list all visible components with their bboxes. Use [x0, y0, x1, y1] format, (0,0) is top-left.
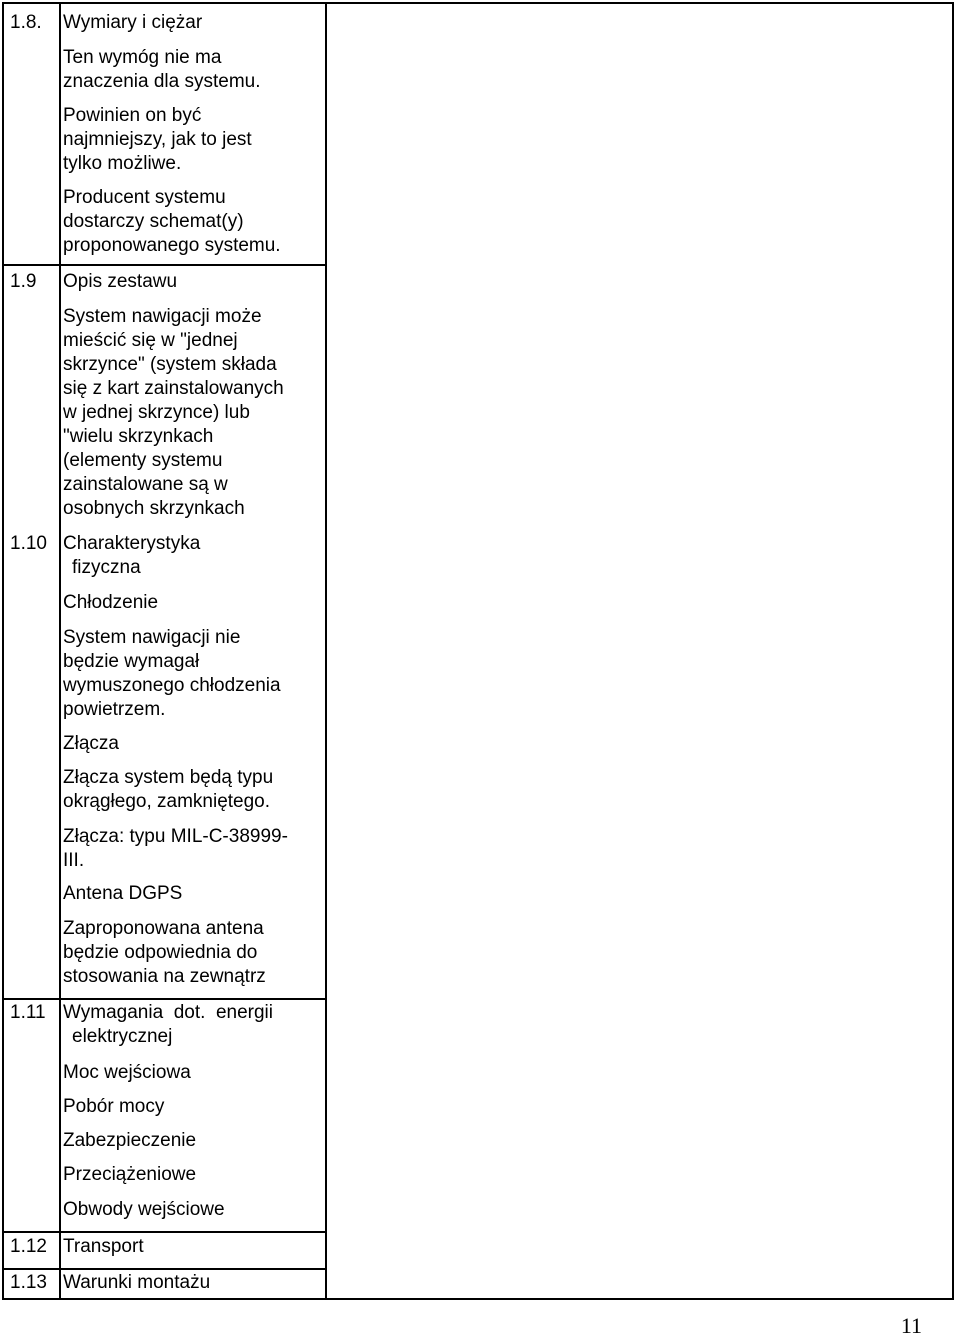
section-title: Wymagania dot. energii: [63, 1002, 273, 1023]
column-divider-description: [325, 4, 327, 1298]
row-divider: [4, 264, 325, 266]
section-number: 1.12: [10, 1236, 47, 1257]
text-line: tylko możliwe.: [63, 153, 182, 174]
text-line: System nawigacji może: [63, 306, 262, 327]
section-number: 1.11: [10, 1002, 46, 1023]
text-line: wymuszonego chłodzenia: [63, 675, 281, 696]
text-line: będzie odpowiednia do: [63, 942, 258, 963]
list-item: Obwody wejściowe: [63, 1199, 225, 1220]
text-line: osobnych skrzynkach: [63, 498, 245, 519]
text-line: Powinien on być: [63, 105, 202, 126]
text-line: się z kart zainstalowanych: [63, 378, 284, 399]
section-number: 1.13: [10, 1272, 47, 1293]
section-title: Wymiary i ciężar: [63, 12, 203, 33]
text-line: Złącza: typu MIL-C-38999-: [63, 826, 288, 847]
text-line: w jednej skrzynce) lub: [63, 402, 250, 423]
text-line: Ten wymóg nie ma: [63, 47, 222, 68]
row-divider: [4, 998, 325, 1000]
section-title: Warunki montażu: [63, 1272, 211, 1293]
text-line: System nawigacji nie: [63, 627, 241, 648]
text-line: Złącza system będą typu: [63, 767, 274, 788]
page-number: 11: [900, 1313, 922, 1338]
section-title: elektrycznej: [72, 1026, 173, 1047]
text-line: zainstalowane są w: [63, 474, 228, 495]
section-title: Charakterystyka: [63, 533, 201, 554]
text-line: będzie wymagał: [63, 651, 200, 672]
text-line: skrzynce" (system składa: [63, 354, 277, 375]
text-line: powietrzem.: [63, 699, 166, 720]
text-line: okrągłego, zamkniętego.: [63, 791, 271, 812]
row-divider: [4, 1231, 325, 1233]
section-title: Transport: [63, 1236, 144, 1257]
text-line: (elementy systemu: [63, 450, 223, 471]
text-line: Producent systemu: [63, 187, 226, 208]
text-line: stosowania na zewnątrz: [63, 966, 266, 987]
subsection-heading: Złącza: [63, 733, 119, 754]
list-item: Przeciążeniowe: [63, 1164, 197, 1185]
column-divider-number: [59, 4, 61, 1298]
subsection-heading: Chłodzenie: [63, 592, 159, 613]
subsection-heading: Antena DGPS: [63, 883, 183, 904]
section-title: Opis zestawu: [63, 271, 178, 292]
text-line: znaczenia dla systemu.: [63, 71, 261, 92]
section-number: 1.10: [10, 533, 47, 554]
text-line: mieścić się w "jednej: [63, 330, 238, 351]
section-number: 1.9: [10, 271, 37, 292]
text-line: "wielu skrzynkach: [63, 426, 214, 447]
text-line: Zaproponowana antena: [63, 918, 264, 939]
text-line: III.: [63, 850, 85, 871]
section-title: fizyczna: [72, 557, 141, 578]
text-line: dostarczy schemat(y): [63, 211, 244, 232]
section-number: 1.8.: [10, 12, 42, 33]
list-item: Moc wejściowa: [63, 1062, 191, 1083]
text-line: proponowanego systemu.: [63, 235, 281, 256]
list-item: Pobór mocy: [63, 1096, 165, 1117]
row-divider: [4, 1268, 325, 1270]
list-item: Zabezpieczenie: [63, 1130, 197, 1151]
text-line: najmniejszy, jak to jest: [63, 129, 252, 150]
